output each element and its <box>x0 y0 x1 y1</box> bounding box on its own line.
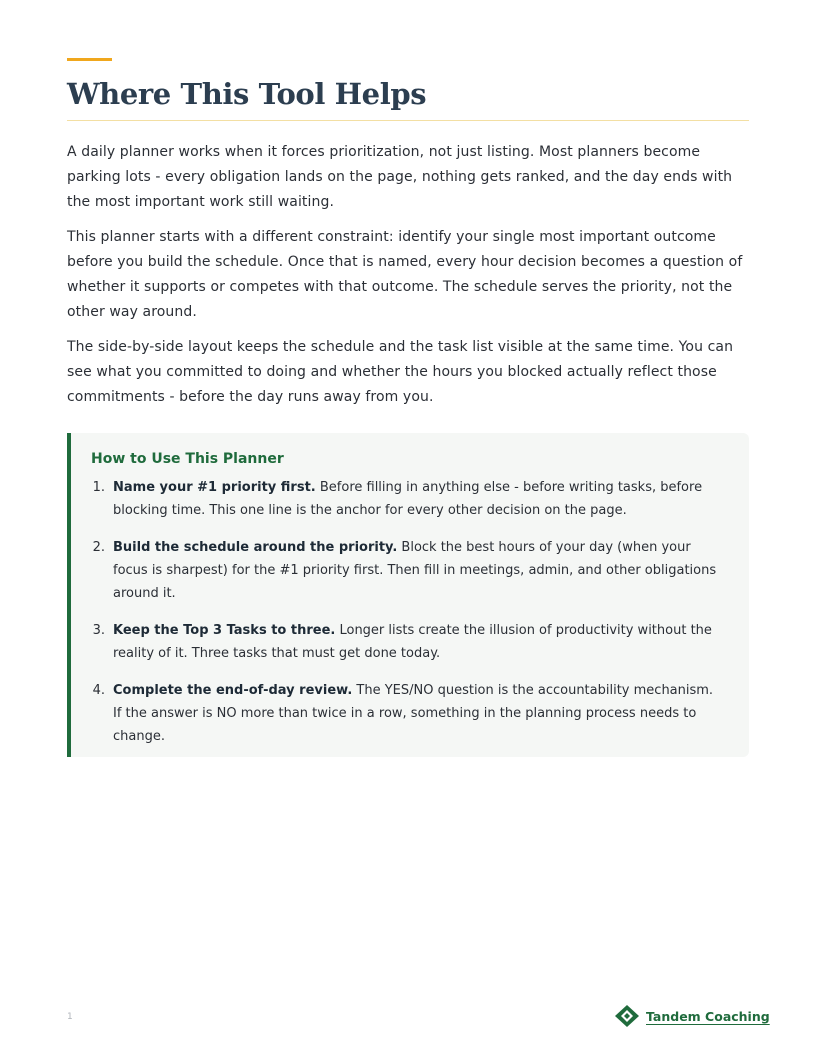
brand-logo <box>614 1004 770 1028</box>
step-item <box>91 679 725 748</box>
step-text: Before filling in anything else - before writing tasks, before blocking time. This one line is the anchor for every other decision on the page. <box>113 480 703 518</box>
page-number: 1 <box>67 1012 73 1022</box>
paragraph-3: The side-by-side layout keeps the schedule and the task list visible at the same time. You can see what you committed to doing and whether the hours you blocked actually reflect those commitments - before the day runs away from you. <box>67 339 734 405</box>
title-divider <box>67 120 749 121</box>
brand-name: Tandem Coaching <box>646 1008 770 1024</box>
paragraph-2: This planner starts with a different constraint: identify your single most important outcome before you build the schedule. Once that is named, every hour decision becomes a question of whether it supports or competes with that outcome. The schedule serves the priority, not the other way around. <box>67 229 743 320</box>
step-text: The YES/NO question is the accountability mechanism. If the answer is NO more than twice in a row, something in the planning process needs to change. <box>113 683 714 744</box>
title-accent-bar <box>67 58 112 61</box>
steps-list <box>91 476 725 748</box>
step-heading: Keep the Top 3 Tasks to three. <box>113 623 336 638</box>
how-to-use-callout <box>67 433 749 757</box>
step-number: 4. <box>92 683 105 698</box>
step-number: 1. <box>92 480 105 495</box>
step-heading: Name your #1 priority first. <box>113 480 316 495</box>
page-title: Where This Tool Helps <box>67 77 427 111</box>
step-number: 3. <box>92 623 105 638</box>
step-text: Block the best hours of your day (when your focus is sharpest) for the #1 priority first. Then fill in meetings, admin, and other obligations around it. <box>113 540 717 601</box>
step-item <box>91 476 725 522</box>
diamond-logo-icon <box>614 1004 642 1028</box>
step-item <box>91 536 725 605</box>
step-item <box>91 619 725 665</box>
step-text: Longer lists create the illusion of productivity without the reality of it. Three tasks that must get done today. <box>113 623 712 661</box>
paragraph-1: A daily planner works when it forces prioritization, not just listing. Most planners become parking lots - every obligation lands on the page, nothing gets ranked, and the day ends with the most important work still waiting. <box>67 144 733 210</box>
step-number: 2. <box>92 540 105 555</box>
step-heading: Build the schedule around the priority. <box>113 540 398 555</box>
step-heading: Complete the end-of-day review. <box>113 683 353 698</box>
callout-title: How to Use This Planner <box>91 451 284 467</box>
intro-text <box>67 140 751 420</box>
